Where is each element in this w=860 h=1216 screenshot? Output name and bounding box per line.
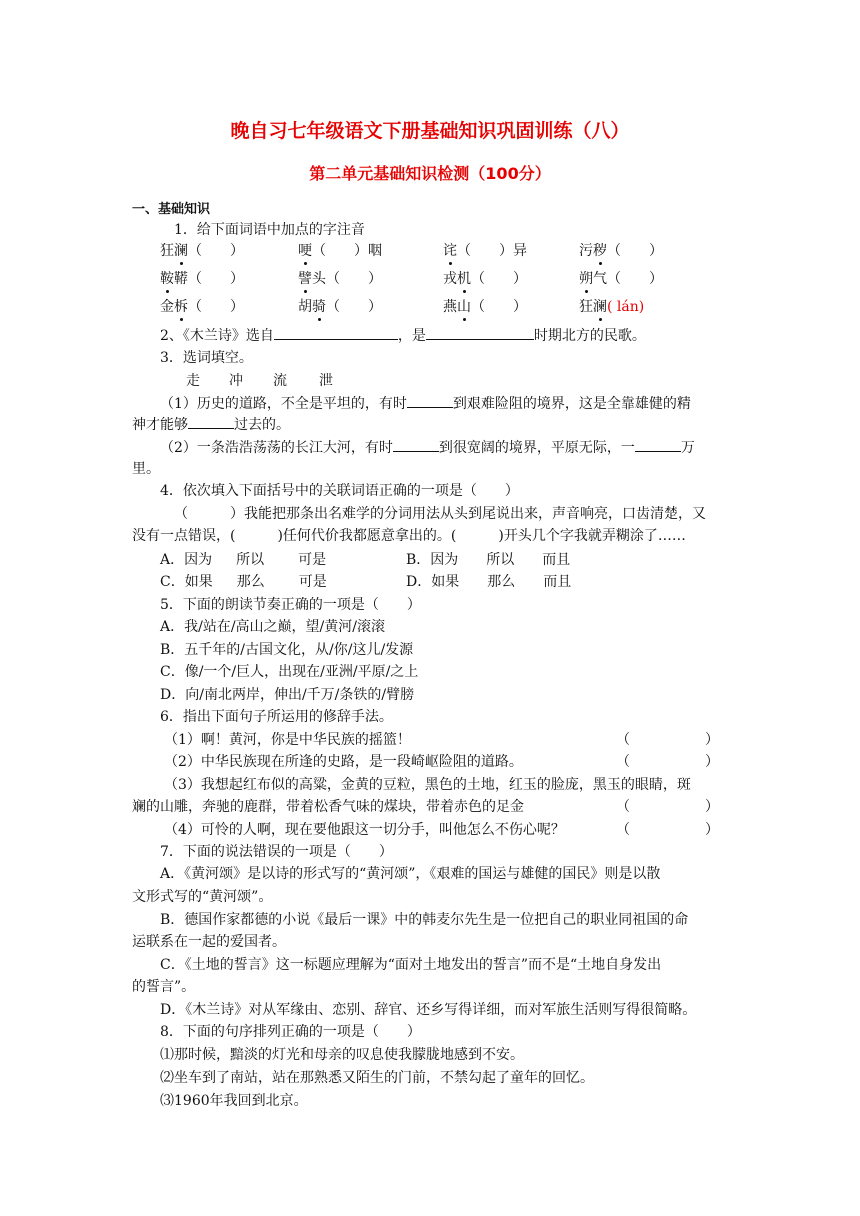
q3-para1-cont: 神才能够 过去的。: [132, 414, 290, 435]
q4-option-c[interactable]: C．如果 那么 可是: [160, 574, 327, 590]
answer-example: ( lán): [607, 299, 645, 315]
q3-stem: 3．选词填空。: [160, 350, 253, 366]
q7-option-c[interactable]: C．《土地的誓言》这一标题应理解为“面对土地发出的誓言”而不是“土地自身发出: [160, 957, 662, 973]
answer-blank[interactable]: [426, 325, 534, 340]
q1-item: 金柝（ ）: [160, 299, 244, 315]
q1-item: 鞍鞯（ ）: [160, 271, 244, 287]
q6-stem: 6．指出下面句子所运用的修辞手法。: [160, 709, 393, 725]
q1-item: 污秽（ ）: [579, 243, 663, 259]
q3-word: 流: [273, 373, 287, 389]
q8-item-1: ⑴那时候，黯淡的灯光和母亲的叹息使我朦胧地感到不安。: [160, 1047, 524, 1063]
q6-sentence-3-cont: 斓的山雕，奔驰的鹿群，带着松香气味的煤块，带着赤色的足金: [132, 799, 524, 815]
page-subtitle: 第二单元基础知识检测（100分）: [309, 164, 551, 183]
q1-item: 诧（ ）异: [443, 243, 527, 259]
q6-answer-open[interactable]: （: [616, 754, 630, 770]
q4-option-d[interactable]: D．如果 那么 而且: [406, 574, 572, 590]
q6-answer-close[interactable]: ）: [705, 732, 719, 748]
q7-option-c-cont: 的誓言”。: [132, 979, 196, 995]
section-heading: 一、基础知识: [132, 202, 211, 217]
q3-word: 走: [186, 373, 200, 389]
q6-sentence-2: （2）中华民族现在所逢的史路，是一段崎岖险阻的道路。: [164, 754, 523, 770]
q4-passage: （ ）我能把那条出名难学的分词用法从头到尾说出来，声音响亮，口齿清楚，又: [174, 506, 706, 522]
q8-stem: 8．下面的句序排列正确的一项是（ ）: [160, 1024, 421, 1040]
q6-answer-open[interactable]: （: [616, 822, 630, 838]
q3-word: 冲: [229, 373, 243, 389]
q8-item-2: ⑵坐车到了南站，站在那熟悉又陌生的门前，不禁勾起了童年的回忆。: [160, 1070, 594, 1086]
q1-item: 譬头（ ）: [298, 271, 382, 287]
q1-stem: 1．给下面词语中加点的字注音: [174, 222, 365, 238]
q4-option-b[interactable]: B．因为 所以 而且: [406, 552, 571, 568]
q1-item: 朔气（ ）: [579, 271, 663, 287]
q3-word: 泄: [319, 373, 333, 389]
q4-option-a[interactable]: A．因为 所以 可是: [160, 552, 327, 568]
q6-sentence-4: （4）可怜的人啊，现在要他跟这一切分手，叫他怎么不伤心呢？: [164, 822, 565, 838]
q2-text: 2、《木兰诗》选自 ，是 时期北方的民歌。: [160, 325, 646, 346]
q5-option-d[interactable]: D．向/南北两岸，伸出/千万/条铁的/臂膀: [160, 687, 415, 703]
q7-stem: 7．下面的说法错误的一项是（ ）: [160, 844, 393, 860]
q1-item: 燕山（ ）: [443, 299, 527, 315]
q5-option-c[interactable]: C．像/一个/巨人，出现在/亚洲/平原/之上: [160, 664, 419, 680]
q6-answer-close[interactable]: ）: [705, 799, 719, 815]
q5-option-b[interactable]: B．五千年的/古国文化，从/你/这儿/发源: [160, 642, 414, 658]
q1-item: 狂澜( lán): [579, 299, 645, 315]
q4-stem: 4．依次填入下面括号中的关联词语正确的一项是（ ）: [160, 483, 519, 499]
q3-para2-cont: 里。: [132, 461, 160, 477]
answer-blank[interactable]: [188, 414, 234, 429]
q1-item: 戎机（ ）: [443, 271, 527, 287]
q7-option-b-cont: 运联系在一起的爱国者。: [132, 934, 286, 950]
q7-option-a[interactable]: A．《黄河颂》是以诗的形式写的“黄河颂”，《艰难的国运与雄健的国民》则是以散: [160, 866, 661, 882]
q3-para2: （2）一条浩浩荡荡的长江大河，有时 到很宽阔的境界，平原无际，一 万: [160, 437, 695, 458]
q6-sentence-1: （1）啊！黄河，你是中华民族的摇篮！: [164, 732, 411, 748]
q6-answer-open[interactable]: （: [616, 732, 630, 748]
q6-sentence-3: （3）我想起红布似的高粱，金黄的豆粒，黑色的土地，红玉的脸庞，黑玉的眼睛，斑: [164, 777, 691, 793]
q6-answer-close[interactable]: ）: [705, 754, 719, 770]
q1-item: 狂澜（ ）: [160, 243, 244, 259]
q6-answer-close[interactable]: ）: [705, 822, 719, 838]
answer-blank[interactable]: [407, 393, 453, 408]
q7-option-d[interactable]: D．《木兰诗》对从军缘由、恋别、辞官、还乡写得详细，而对军旅生活则写得很简略。: [160, 1002, 697, 1018]
q1-item: 胡骑（ ）: [298, 299, 382, 315]
answer-blank[interactable]: [635, 437, 681, 452]
q5-option-a[interactable]: A．我/站在/高山之巅，望/黄河/滚滚: [160, 619, 385, 635]
q5-stem: 5．下面的朗读节奏正确的一项是（ ）: [160, 597, 421, 613]
q7-option-b[interactable]: B．德国作家都德的小说《最后一课》中的韩麦尔先生是一位把自己的职业同祖国的命: [160, 912, 689, 928]
answer-blank[interactable]: [393, 437, 439, 452]
q7-option-a-cont: 文形式写的“黄河颂”。: [132, 889, 273, 905]
q4-passage: 没有一点错误，( )任何代价我都愿意拿出的。( )开头几个字我就弄糊涂了……: [132, 528, 686, 544]
page-title: 晚自习七年级语文下册基础知识巩固训练（八）: [230, 120, 630, 142]
answer-blank[interactable]: [274, 325, 398, 340]
q6-answer-open[interactable]: （: [616, 799, 630, 815]
q8-item-3: ⑶1960年我回到北京。: [160, 1093, 308, 1109]
q1-item: 哽（ ）咽: [298, 243, 382, 259]
q3-para1: （1）历史的道路，不全是平坦的，有时 到艰难险阻的境界，这是全靠雄健的精: [160, 393, 691, 414]
